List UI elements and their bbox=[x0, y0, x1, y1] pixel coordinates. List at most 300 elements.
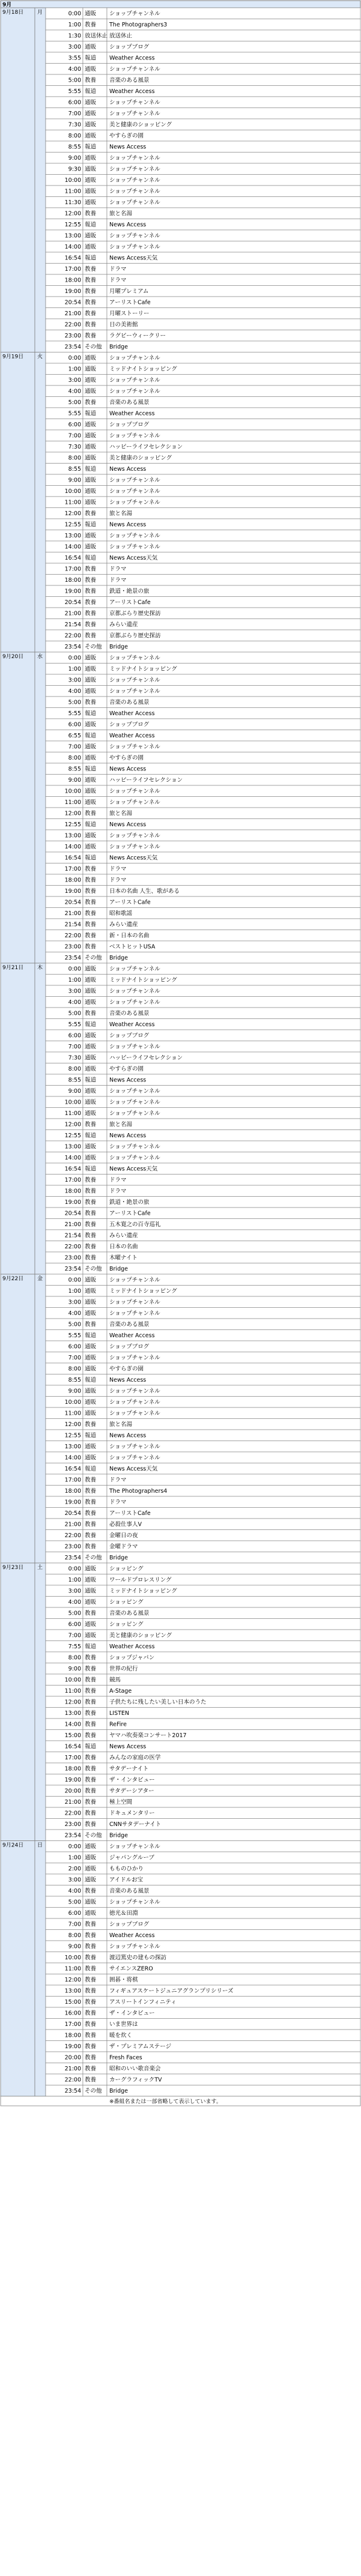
program-title: フィギュアスケートジュニアグランプリシリーズ bbox=[109, 1988, 234, 1995]
time-label: 8:55 bbox=[68, 466, 81, 473]
genre-label: 教養 bbox=[85, 1777, 97, 1784]
genre-label: 通販 bbox=[85, 1299, 97, 1306]
genre-label: 教養 bbox=[85, 1532, 97, 1540]
program-title: ミッドナイトショッピング bbox=[109, 977, 177, 984]
genre-label: 通販 bbox=[85, 777, 97, 784]
day-block bbox=[1, 652, 360, 963]
date-cell bbox=[1, 8, 35, 352]
genre-label: 報道 bbox=[85, 1466, 97, 1473]
genre-label: 通販 bbox=[85, 1355, 97, 1362]
genre-label: 教養 bbox=[85, 77, 97, 84]
genre-label: 通販 bbox=[85, 1066, 97, 1073]
date-label: 9月23日 bbox=[2, 1565, 24, 1571]
genre-label: 報道 bbox=[85, 255, 97, 262]
genre-label: 教養 bbox=[85, 621, 97, 629]
genre-label: 通販 bbox=[85, 1632, 97, 1639]
program-title: やすらぎの園 bbox=[109, 1365, 144, 1373]
time-label: 17:00 bbox=[64, 266, 81, 273]
genre-label: 教養 bbox=[85, 1921, 97, 1928]
date-cell bbox=[1, 1274, 35, 1563]
genre-label: 通販 bbox=[85, 788, 97, 795]
time-label: 7:30 bbox=[68, 444, 81, 451]
time-label: 9:00 bbox=[68, 1666, 81, 1673]
genre-label: 通販 bbox=[85, 1110, 97, 1117]
program-cell bbox=[107, 1252, 360, 1263]
program-title: ハッピーライフセレクション bbox=[109, 777, 183, 784]
genre-label: 教養 bbox=[85, 1221, 97, 1229]
program-cell bbox=[107, 274, 360, 286]
time-label: 15:00 bbox=[64, 1999, 81, 2006]
time-label: 23:00 bbox=[64, 1821, 81, 1828]
time-label: 20:54 bbox=[64, 1510, 81, 1517]
genre-label: 教養 bbox=[85, 933, 97, 940]
time-label: 21:54 bbox=[64, 1232, 81, 1239]
genre-label: 教養 bbox=[85, 1321, 97, 1328]
program-title: 音楽のある風景 bbox=[109, 399, 150, 407]
program-title: ドキュメンタリー bbox=[109, 1810, 155, 1817]
genre-label: 通販 bbox=[85, 44, 97, 51]
program-title: カーグラフィックTV bbox=[109, 2076, 162, 2084]
time-label: 1:00 bbox=[68, 1288, 81, 1295]
genre-label: 教養 bbox=[85, 1721, 97, 1728]
program-title: やすらぎの園 bbox=[109, 755, 144, 762]
genre-label: その他 bbox=[85, 1555, 102, 1562]
program-title: ショップチャンネル bbox=[109, 988, 160, 995]
genre-label: 教養 bbox=[85, 1888, 97, 1895]
time-label: 17:00 bbox=[64, 566, 81, 573]
program-title: ショップブログ bbox=[109, 1032, 150, 1039]
genre-label: 教養 bbox=[85, 210, 97, 217]
program-title: 鉄道・絶景の旅 bbox=[109, 1199, 150, 1206]
time-label: 12:00 bbox=[64, 1121, 81, 1128]
time-label: 5:00 bbox=[68, 399, 81, 407]
program-title: 日の美術館 bbox=[109, 321, 138, 328]
genre-label: 教養 bbox=[85, 910, 97, 918]
genre-label: 通販 bbox=[85, 388, 97, 395]
program-title: ショップチャンネル bbox=[109, 1155, 160, 1162]
time-label: 11:00 bbox=[64, 499, 81, 506]
genre-label: 教養 bbox=[85, 632, 97, 639]
program-title: 囲碁・将棋 bbox=[109, 1977, 138, 1984]
program-title: ショップブログ bbox=[109, 1921, 150, 1928]
time-label: 5:55 bbox=[68, 410, 81, 417]
program-cell bbox=[107, 1496, 360, 1508]
genre-label: 報道 bbox=[85, 1432, 97, 1439]
genre-label: 通販 bbox=[85, 1410, 97, 1417]
time-label: 21:54 bbox=[64, 621, 81, 629]
genre-label: 報道 bbox=[85, 55, 97, 62]
time-label: 5:00 bbox=[68, 1010, 81, 1017]
program-cell bbox=[107, 1230, 360, 1241]
time-label: 23:54 bbox=[64, 1555, 81, 1562]
day-block bbox=[1, 1563, 360, 1841]
time-label: 16:00 bbox=[64, 2010, 81, 2017]
program-title: ショップチャンネル bbox=[109, 110, 160, 118]
genre-label: 教養 bbox=[85, 1210, 97, 1217]
program-title: ショップチャンネル bbox=[109, 199, 160, 207]
program-cell bbox=[107, 1908, 360, 1919]
time-label: 6:55 bbox=[68, 733, 81, 740]
time-label: 9:00 bbox=[68, 155, 81, 162]
genre-label: 通販 bbox=[85, 1288, 97, 1295]
program-title: News Access bbox=[109, 821, 147, 829]
genre-label: 教養 bbox=[85, 1821, 97, 1828]
program-title: サタデーナイト bbox=[109, 1765, 149, 1773]
program-cell bbox=[107, 1474, 360, 1486]
time-label: 23:54 bbox=[64, 955, 81, 962]
time-label: 12:00 bbox=[64, 210, 81, 217]
time-label: 13:00 bbox=[64, 1143, 81, 1150]
weekday-cell bbox=[35, 1563, 46, 1841]
genre-label: 教養 bbox=[85, 1688, 97, 1695]
genre-label: 教養 bbox=[85, 1965, 97, 1973]
day-block bbox=[1, 1274, 360, 1563]
time-label: 18:00 bbox=[64, 877, 81, 884]
time-label: 22:00 bbox=[64, 632, 81, 639]
program-title: ショップチャンネル bbox=[109, 155, 160, 162]
time-label: 23:54 bbox=[64, 2088, 81, 2095]
program-cell bbox=[107, 341, 360, 352]
time-label: 10:00 bbox=[64, 1099, 81, 1106]
program-cell bbox=[107, 130, 360, 142]
program-cell bbox=[107, 1263, 360, 1275]
genre-label: 通販 bbox=[85, 533, 97, 540]
program-title: ショップチャンネル bbox=[109, 499, 160, 506]
program-title: ハッピーライフセレクション bbox=[109, 444, 183, 451]
time-label: 21:00 bbox=[64, 1521, 81, 1528]
genre-label: 通販 bbox=[85, 1854, 97, 1861]
genre-label: 報道 bbox=[85, 1021, 97, 1029]
date-label: 9月24日 bbox=[2, 1842, 24, 1849]
program-title: Bridge bbox=[109, 1266, 128, 1273]
program-cell bbox=[107, 1830, 360, 1841]
program-title: ショップチャンネル bbox=[109, 533, 160, 540]
program-cell bbox=[107, 319, 360, 330]
time-label: 0:00 bbox=[68, 655, 81, 662]
genre-label: 通販 bbox=[85, 1910, 97, 1917]
genre-label: その他 bbox=[85, 1266, 102, 1273]
time-label: 14:00 bbox=[64, 543, 81, 551]
weekday-cell bbox=[35, 352, 46, 653]
program-title: ショップチャンネル bbox=[109, 1843, 160, 1851]
program-title: 暖を炊く bbox=[109, 2032, 133, 2039]
time-label: 6:00 bbox=[68, 1621, 81, 1628]
genre-label: 教養 bbox=[85, 2066, 97, 2073]
time-label: 16:54 bbox=[64, 1166, 81, 1173]
program-cell bbox=[107, 1363, 360, 1374]
time-label: 10:00 bbox=[64, 1955, 81, 1962]
genre-label: 通販 bbox=[85, 1310, 97, 1317]
time-label: 12:55 bbox=[64, 821, 81, 829]
time-label: 21:00 bbox=[64, 1799, 81, 1806]
program-title: ザ・プレミアムステージ bbox=[109, 2043, 172, 2051]
genre-label: その他 bbox=[85, 2088, 102, 2095]
time-label: 19:00 bbox=[64, 588, 81, 595]
time-label: 3:00 bbox=[68, 677, 81, 684]
program-cell bbox=[107, 208, 360, 219]
time-label: 22:00 bbox=[64, 2076, 81, 2084]
day-block bbox=[1, 963, 360, 1274]
genre-label: 通販 bbox=[85, 1099, 97, 1106]
program-title: ハッピーライフセレクション bbox=[109, 1054, 183, 1062]
time-label: 7:30 bbox=[68, 121, 81, 128]
genre-label: 教養 bbox=[85, 1244, 97, 1251]
genre-label: 通販 bbox=[85, 1444, 97, 1451]
program-title: ショップチャンネル bbox=[109, 1355, 160, 1362]
time-label: 13:00 bbox=[64, 1988, 81, 1995]
time-label: 18:00 bbox=[64, 2032, 81, 2039]
genre-label: 教養 bbox=[85, 1421, 97, 1429]
genre-label: 教養 bbox=[85, 1955, 97, 1962]
program-title: ショップチャンネル bbox=[109, 1110, 160, 1117]
genre-label: 通販 bbox=[85, 1088, 97, 1095]
genre-label: 教養 bbox=[85, 1488, 97, 1495]
program-cell bbox=[107, 908, 360, 919]
time-label: 18:00 bbox=[64, 277, 81, 284]
genre-label: 通販 bbox=[85, 232, 97, 240]
program-cell bbox=[107, 1241, 360, 1253]
program-title: ショップチャンネル bbox=[109, 232, 160, 240]
program-title: ヤマハ吹奏楽コンサート2017 bbox=[109, 1732, 187, 1740]
genre-label: 報道 bbox=[85, 410, 97, 417]
time-label: 9:00 bbox=[68, 1943, 81, 1950]
genre-label: 教養 bbox=[85, 810, 97, 817]
genre-label: 教養 bbox=[85, 888, 97, 895]
program-title: News Access bbox=[109, 766, 147, 773]
genre-label: 教養 bbox=[85, 1232, 97, 1239]
program-cell bbox=[107, 1674, 360, 1686]
program-title: A-Stage bbox=[109, 1688, 132, 1695]
program-title: ショップチャンネル bbox=[109, 1899, 160, 1906]
program-cell bbox=[107, 1708, 360, 1719]
program-title: The Photographers4 bbox=[109, 1488, 168, 1495]
genre-label: 通販 bbox=[85, 488, 97, 495]
program-title: Bridge bbox=[109, 2088, 128, 2095]
time-label: 21:00 bbox=[64, 310, 81, 318]
weekday-label: 水 bbox=[37, 654, 43, 660]
genre-label: 通販 bbox=[85, 1588, 97, 1595]
program-cell bbox=[107, 2052, 360, 2063]
program-title: News Access bbox=[109, 1077, 147, 1084]
weekday-cell bbox=[35, 1274, 46, 1563]
program-title: News Access bbox=[109, 1377, 147, 1384]
genre-label: 報道 bbox=[85, 1332, 97, 1340]
date-label: 9月22日 bbox=[2, 1276, 24, 1282]
program-title: ドラマ bbox=[109, 1499, 127, 1506]
day-block bbox=[1, 352, 360, 653]
program-title: サイエンスZERO bbox=[109, 1965, 153, 1973]
time-label: 17:00 bbox=[64, 1755, 81, 1762]
program-title: Weather Access bbox=[109, 410, 155, 417]
program-cell bbox=[107, 874, 360, 886]
time-label: 0:00 bbox=[68, 10, 81, 17]
program-title: Bridge bbox=[109, 955, 128, 962]
program-title: ショッピング bbox=[109, 1599, 144, 1606]
genre-label: 教養 bbox=[85, 599, 97, 606]
program-title: ショップブログ bbox=[109, 422, 150, 429]
time-label: 13:00 bbox=[64, 1444, 81, 1451]
genre-label: その他 bbox=[85, 1832, 102, 1839]
program-cell bbox=[107, 2030, 360, 2041]
program-title: ラグビーウィークリー bbox=[109, 333, 166, 340]
genre-label: 教養 bbox=[85, 266, 97, 273]
time-label: 14:00 bbox=[64, 844, 81, 851]
time-label: 9:00 bbox=[68, 1388, 81, 1395]
program-title: ドラマ bbox=[109, 877, 127, 884]
program-title: ショップブログ bbox=[109, 721, 150, 728]
program-title: ショップチャンネル bbox=[109, 432, 160, 440]
time-label: 7:30 bbox=[68, 1054, 81, 1062]
genre-label: 教養 bbox=[85, 310, 97, 318]
time-label: 9:00 bbox=[68, 477, 81, 484]
genre-label: 教養 bbox=[85, 1254, 97, 1262]
program-title: Weather Access bbox=[109, 1332, 155, 1340]
time-label: 5:00 bbox=[68, 699, 81, 706]
time-label: 23:54 bbox=[64, 644, 81, 651]
genre-label: 教養 bbox=[85, 1943, 97, 1950]
day-block bbox=[1, 8, 360, 352]
genre-label: 教養 bbox=[85, 1677, 97, 1684]
program-title: ショップチャンネル bbox=[109, 177, 160, 184]
genre-label: 通販 bbox=[85, 1277, 97, 1284]
genre-label: 通販 bbox=[85, 755, 97, 762]
time-label: 7:00 bbox=[68, 432, 81, 440]
program-title: Weather Access bbox=[109, 55, 155, 62]
time-label: 9:30 bbox=[68, 166, 81, 173]
time-label: 23:00 bbox=[64, 943, 81, 951]
genre-label: 通販 bbox=[85, 1155, 97, 1162]
program-title: ショップチャンネル bbox=[109, 1388, 160, 1395]
program-title: 音楽のある風景 bbox=[109, 1610, 150, 1617]
weekday-label: 月 bbox=[37, 10, 43, 16]
time-label: 18:00 bbox=[64, 1488, 81, 1495]
time-label: 6:00 bbox=[68, 1032, 81, 1039]
program-title: Weather Access bbox=[109, 88, 155, 95]
time-label: 11:00 bbox=[64, 799, 81, 806]
time-label: 11:00 bbox=[64, 188, 81, 195]
time-label: 19:00 bbox=[64, 1499, 81, 1506]
program-title: ショップチャンネル bbox=[109, 788, 160, 795]
time-label: 5:00 bbox=[68, 1321, 81, 1328]
program-title: 旅と名湯 bbox=[109, 510, 133, 518]
program-title: 子供たちに残したい美しい日本のうた bbox=[109, 1699, 207, 1706]
genre-label: 報道 bbox=[85, 766, 97, 773]
date-cell bbox=[1, 652, 35, 963]
weekday-label: 日 bbox=[37, 1842, 43, 1849]
program-title: Bridge bbox=[109, 644, 128, 651]
time-label: 14:00 bbox=[64, 1454, 81, 1462]
program-cell bbox=[107, 1530, 360, 1541]
genre-label: 通販 bbox=[85, 1454, 97, 1462]
genre-label: 報道 bbox=[85, 854, 97, 862]
program-title: ショップチャンネル bbox=[109, 488, 160, 495]
program-title: ショップチャンネル bbox=[109, 166, 160, 173]
program-title: アーリストCafe bbox=[109, 599, 151, 606]
program-title: Weather Access bbox=[109, 1643, 155, 1651]
genre-label: 通販 bbox=[85, 543, 97, 551]
genre-label: 教養 bbox=[85, 1765, 97, 1773]
time-label: 10:00 bbox=[64, 1677, 81, 1684]
time-label: 16:54 bbox=[64, 255, 81, 262]
genre-label: 教養 bbox=[85, 1199, 97, 1206]
program-cell bbox=[107, 1519, 360, 1530]
program-title: いま世界は bbox=[109, 2021, 138, 2028]
program-title: 美と健康のショッピング bbox=[109, 121, 172, 128]
weekday-cell bbox=[35, 8, 46, 352]
genre-label: 通販 bbox=[85, 432, 97, 440]
genre-label: 教養 bbox=[85, 333, 97, 340]
time-label: 12:00 bbox=[64, 1977, 81, 1984]
genre-label: 報道 bbox=[85, 88, 97, 95]
genre-label: 教養 bbox=[85, 921, 97, 928]
program-title: 必殺仕事人V bbox=[109, 1521, 142, 1528]
time-label: 6:00 bbox=[68, 1910, 81, 1917]
time-label: 14:00 bbox=[64, 1155, 81, 1162]
time-label: 12:55 bbox=[64, 1132, 81, 1140]
genre-label: 通販 bbox=[85, 121, 97, 128]
genre-label: 教養 bbox=[85, 2010, 97, 2017]
time-label: 10:00 bbox=[64, 1399, 81, 1406]
program-cell bbox=[107, 2019, 360, 2030]
program-cell bbox=[107, 1686, 360, 1697]
genre-label: 教養 bbox=[85, 1988, 97, 1995]
time-label: 13:00 bbox=[64, 832, 81, 839]
program-title: ドラマ bbox=[109, 1188, 127, 1195]
genre-label: 教養 bbox=[85, 1177, 97, 1184]
program-cell bbox=[107, 1597, 360, 1608]
genre-label: 通販 bbox=[85, 1143, 97, 1150]
program-cell bbox=[107, 563, 360, 575]
program-title: 音楽のある風景 bbox=[109, 77, 150, 84]
program-title: 競馬 bbox=[109, 1677, 121, 1684]
program-cell bbox=[107, 508, 360, 519]
program-title: ショップチャンネル bbox=[109, 1310, 160, 1317]
program-title: ドラマ bbox=[109, 577, 127, 584]
time-label: 10:00 bbox=[64, 177, 81, 184]
time-label: 1:00 bbox=[68, 366, 81, 373]
genre-label: 教養 bbox=[85, 610, 97, 617]
program-title: 新・日本の名曲 bbox=[109, 933, 150, 940]
genre-label: 通販 bbox=[85, 1399, 97, 1406]
genre-label: 教養 bbox=[85, 2043, 97, 2051]
program-title: News Access天気 bbox=[109, 1466, 158, 1473]
genre-label: 通販 bbox=[85, 477, 97, 484]
genre-label: 通販 bbox=[85, 1899, 97, 1906]
program-cell bbox=[107, 752, 360, 764]
genre-label: 教養 bbox=[85, 866, 97, 873]
day-block bbox=[1, 1841, 360, 2097]
time-label: 5:55 bbox=[68, 88, 81, 95]
program-title: ショップチャンネル bbox=[109, 1099, 160, 1106]
program-title: Fresh Faces bbox=[109, 2054, 142, 2061]
genre-label: 通販 bbox=[85, 444, 97, 451]
genre-label: その他 bbox=[85, 343, 102, 351]
program-title: 金曜日の夜 bbox=[109, 1532, 138, 1540]
program-title: 旅と名湯 bbox=[109, 1121, 133, 1128]
program-title: News Access bbox=[109, 144, 147, 151]
genre-label: 教養 bbox=[85, 588, 97, 595]
program-cell bbox=[107, 641, 360, 653]
genre-label: 教養 bbox=[85, 943, 97, 951]
program-title: ショップチャンネル bbox=[109, 743, 160, 751]
program-title: ショップチャンネル bbox=[109, 1444, 160, 1451]
time-label: 0:00 bbox=[68, 966, 81, 973]
program-title: みらい遺産 bbox=[109, 1232, 138, 1239]
weekday-cell bbox=[35, 652, 46, 963]
genre-label: 通販 bbox=[85, 422, 97, 429]
genre-label: 教養 bbox=[85, 510, 97, 518]
program-cell bbox=[107, 1563, 360, 1574]
